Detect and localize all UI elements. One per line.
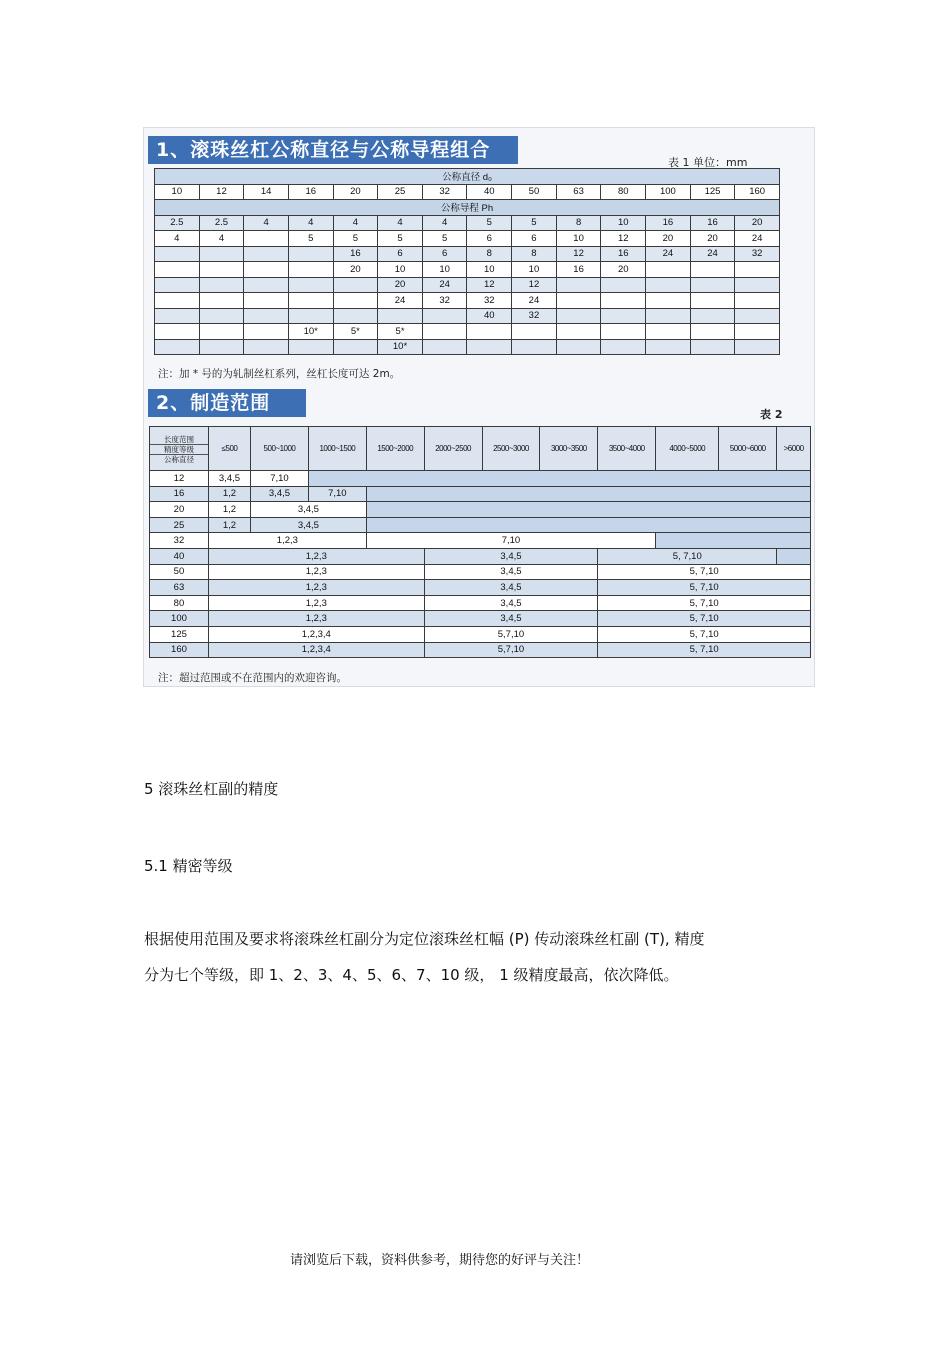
table1-cell: [422, 324, 467, 340]
table2-row: [150, 486, 811, 502]
table1-cell: [690, 339, 735, 355]
table1-note: 注：加 * 号的为轧制丝杠系列，丝杠长度可达 2m。: [158, 368, 401, 380]
table1-cell: [155, 339, 200, 355]
table2-title: 2、制造范围: [148, 389, 306, 417]
table1-row: [155, 293, 780, 309]
table1-cell: [735, 324, 780, 340]
table1-cell: 24: [646, 246, 691, 262]
table1-cell: 20: [601, 262, 646, 278]
section-heading: 5 滚珠丝杠副的精度: [144, 780, 279, 798]
table1-cell: [288, 262, 333, 278]
table1-cell: 2.5: [155, 215, 200, 231]
table1-diameter-cell: 25: [378, 184, 423, 200]
table2-accuracy-cell: 3,4,5: [424, 595, 598, 611]
table2-diameter-cell: 25: [150, 517, 209, 533]
table2-row: [150, 533, 811, 549]
page-footer: 请浏览后下载，资料供参考，期待您的好评与关注！: [290, 1253, 590, 1268]
table2-length-range: ≤500: [208, 427, 250, 471]
table2-length-range: 5000~6000: [719, 427, 777, 471]
table1-cell: [244, 308, 289, 324]
subsection-heading: 5.1 精密等级: [144, 857, 233, 875]
table1-cell: [333, 308, 378, 324]
table1-cell: [378, 308, 423, 324]
table1-cell: [244, 246, 289, 262]
table1-cell: 6: [467, 231, 512, 247]
table1-cell: [155, 324, 200, 340]
table2-accuracy-cell: 7,10: [251, 471, 309, 487]
table2-accuracy-cell: 3,4,5: [208, 471, 250, 487]
table1-cell: 16: [556, 262, 601, 278]
table2-diameter-cell: 20: [150, 502, 209, 518]
table1-cell: 4: [244, 215, 289, 231]
table1-cell: 10: [556, 231, 601, 247]
paragraph-line-2: 分为七个等级，即 1、2、3、4、5、6、7、10 级， 1 级精度最高，依次降低。: [144, 966, 679, 984]
table2-note: 注：超过范围或不在范围内的欢迎咨询。: [158, 672, 347, 684]
table1-cell: [646, 308, 691, 324]
table1-cell: 16: [646, 215, 691, 231]
table1-diameter-lead: [154, 168, 780, 355]
table1-cell: 24: [378, 293, 423, 309]
table1-cell: 16: [690, 215, 735, 231]
table2-diameter-cell: 32: [150, 533, 209, 549]
table1-cell: [199, 246, 244, 262]
table2-accuracy-cell: 5, 7,10: [598, 564, 811, 580]
table1-cell: [244, 262, 289, 278]
table2-accuracy-cell: 1,2,3,4: [208, 626, 424, 642]
table2-empty-cell: [777, 548, 811, 564]
table2-diameter-cell: 16: [150, 486, 209, 502]
table2-accuracy-cell: 7,10: [308, 486, 366, 502]
table1-cell: [422, 308, 467, 324]
table2-accuracy-cell: 1,2,3: [208, 533, 366, 549]
table2-header-row: [150, 427, 811, 471]
spec-tables-image: [143, 127, 815, 687]
table1-cell: [735, 293, 780, 309]
table1-cell: 20: [646, 231, 691, 247]
table2-corner-label: 长度范围: [150, 435, 208, 445]
table2-empty-cell: [366, 486, 810, 502]
table1-diameter-header: 公称直径 d₀: [155, 169, 780, 185]
table1-cell: 10: [512, 262, 557, 278]
table1-title: 1、滚珠丝杠公称直径与公称导程组合: [148, 136, 518, 164]
table1-lead-header-row: [155, 200, 780, 216]
table1-cell: [467, 324, 512, 340]
table1-cell: 24: [512, 293, 557, 309]
table2-length-range: 1000~1500: [308, 427, 366, 471]
table1-lead-header: 公称导程 Ph: [155, 200, 780, 216]
table1-cell: 4: [199, 231, 244, 247]
table1-cell: [690, 277, 735, 293]
table2-empty-cell: [308, 471, 810, 487]
table1-cell: [556, 277, 601, 293]
table1-cell: [155, 293, 200, 309]
table1-cell: 24: [422, 277, 467, 293]
table1-cell: [199, 339, 244, 355]
table1-cell: [288, 246, 333, 262]
table1-cell: [288, 308, 333, 324]
table1-cell: [601, 293, 646, 309]
table1-cell: [556, 339, 601, 355]
table1-diameter-cell: 63: [556, 184, 601, 200]
table1-cell: [601, 277, 646, 293]
table1-cell: [646, 262, 691, 278]
table1-cell: 10: [467, 262, 512, 278]
table1-row: [155, 215, 780, 231]
table1-cell: 4: [288, 215, 333, 231]
table1-cell: [422, 339, 467, 355]
table1-cell: 6: [378, 246, 423, 262]
table1-cell: [467, 339, 512, 355]
table1-cell: [735, 339, 780, 355]
table1-cell: 40: [467, 308, 512, 324]
table1-cell: 5: [288, 231, 333, 247]
table1-cell: [646, 339, 691, 355]
table2-accuracy-cell: 5, 7,10: [598, 611, 811, 627]
table1-row: [155, 231, 780, 247]
table2-caption: 表 2: [760, 408, 783, 421]
table1-cell: 20: [735, 215, 780, 231]
table1-cell: 24: [735, 231, 780, 247]
table1-cell: [199, 324, 244, 340]
table1-cell: [333, 339, 378, 355]
table2-corner-label: 精度等级: [150, 445, 208, 455]
table1-cell: 20: [333, 262, 378, 278]
table1-cell: [199, 277, 244, 293]
table1-cell: [601, 339, 646, 355]
table2-length-range: 2000~2500: [424, 427, 482, 471]
table1-diameter-cell: 40: [467, 184, 512, 200]
table1-row: [155, 339, 780, 355]
table2-manufacturing-range: [149, 426, 811, 658]
table1-cell: 12: [467, 277, 512, 293]
table2-diameter-cell: 40: [150, 548, 209, 564]
table1-diameter-cell: 160: [735, 184, 780, 200]
table1-cell: [199, 293, 244, 309]
table2-accuracy-cell: 1,2: [208, 517, 250, 533]
table2-empty-cell: [366, 517, 810, 533]
table1-cell: [244, 324, 289, 340]
table1-cell: [288, 277, 333, 293]
table1-row: [155, 262, 780, 278]
table2-accuracy-cell: 3,4,5: [424, 548, 598, 564]
table2-accuracy-cell: 1,2: [208, 486, 250, 502]
table1-cell: 5: [333, 231, 378, 247]
table1-cell: 32: [467, 293, 512, 309]
table2-accuracy-cell: 5, 7,10: [598, 642, 811, 658]
table1-cell: [155, 246, 200, 262]
table2-length-range: 1500~2000: [366, 427, 424, 471]
table2-empty-cell: [366, 502, 810, 518]
table1-caption: 表 1 单位：mm: [668, 156, 748, 169]
table1-cell: [155, 308, 200, 324]
table1-cell: [244, 339, 289, 355]
table2-row: [150, 580, 811, 596]
table2-accuracy-cell: 3,4,5: [424, 611, 598, 627]
table2-row: [150, 626, 811, 642]
table1-cell: 2.5: [199, 215, 244, 231]
table2-empty-cell: [656, 533, 811, 549]
table2-length-range: >6000: [777, 427, 811, 471]
table1-cell: [512, 324, 557, 340]
table2-row: [150, 611, 811, 627]
table1-cell: 5: [422, 231, 467, 247]
table2-accuracy-cell: 5, 7,10: [598, 580, 811, 596]
table1-cell: 20: [378, 277, 423, 293]
table1-cell: 16: [333, 246, 378, 262]
table1-cell: 32: [422, 293, 467, 309]
table2-accuracy-cell: 1,2,3: [208, 564, 424, 580]
table1-cell: [199, 262, 244, 278]
table2-accuracy-cell: 1,2,3: [208, 611, 424, 627]
table1-cell: 32: [735, 246, 780, 262]
table1-cell: [288, 339, 333, 355]
table1-cell: 5*: [378, 324, 423, 340]
table2-diameter-cell: 100: [150, 611, 209, 627]
table1-cell: [690, 293, 735, 309]
table1-diameter-cell: 32: [422, 184, 467, 200]
table1-cell: 10: [601, 215, 646, 231]
table1-cell: [333, 277, 378, 293]
table1-cell: 12: [512, 277, 557, 293]
table2-accuracy-cell: 3,4,5: [251, 486, 309, 502]
table1-cell: [244, 293, 289, 309]
table1-cell: 32: [512, 308, 557, 324]
table1-cell: 4: [378, 215, 423, 231]
table2-accuracy-cell: 1,2,3,4: [208, 642, 424, 658]
table2-diameter-cell: 12: [150, 471, 209, 487]
table2-accuracy-cell: 1,2,3: [208, 548, 424, 564]
table2-row: [150, 564, 811, 580]
table1-cell: [556, 293, 601, 309]
table1-row: [155, 308, 780, 324]
table2-corner-label: 公称直径: [163, 454, 194, 464]
table1-cell: [601, 308, 646, 324]
table2-accuracy-cell: 1,2,3: [208, 595, 424, 611]
table1-cell: 8: [467, 246, 512, 262]
table1-cell: 4: [155, 231, 200, 247]
table1-diameter-cell: 80: [601, 184, 646, 200]
table1-cell: [155, 262, 200, 278]
table1-cell: [288, 293, 333, 309]
table1-cell: 10: [422, 262, 467, 278]
table1-diameter-cell: 20: [333, 184, 378, 200]
table2-row: [150, 502, 811, 518]
table1-cell: 5: [512, 215, 557, 231]
table1-diameter-cell: 100: [646, 184, 691, 200]
table2-accuracy-cell: 3,4,5: [424, 564, 598, 580]
table1-cell: [155, 277, 200, 293]
paragraph-line-1: 根据使用范围及要求将滚珠丝杠副分为定位滚珠丝杠幅 (P) 传动滚珠丝杠副 (T), 精度: [144, 930, 705, 948]
table1-diameter-cell: 50: [512, 184, 557, 200]
table2-accuracy-cell: 1,2: [208, 502, 250, 518]
table2-diameter-cell: 125: [150, 626, 209, 642]
table2-accuracy-cell: 5, 7,10: [598, 626, 811, 642]
table1-cell: 8: [512, 246, 557, 262]
table1-cell: [735, 262, 780, 278]
table2-diameter-cell: 50: [150, 564, 209, 580]
table2-length-range: 2500~3000: [482, 427, 540, 471]
table2-accuracy-cell: 3,4,5: [251, 517, 367, 533]
table1-cell: [646, 277, 691, 293]
table1-cell: 10*: [288, 324, 333, 340]
table1-row: [155, 277, 780, 293]
table2-accuracy-cell: 3,4,5: [251, 502, 367, 518]
table1-cell: 12: [601, 231, 646, 247]
table1-cell: 6: [512, 231, 557, 247]
table1-cell: [690, 308, 735, 324]
table1-cell: 5: [467, 215, 512, 231]
table2-diameter-cell: 63: [150, 580, 209, 596]
table2-row: [150, 471, 811, 487]
table1-cell: [333, 293, 378, 309]
table1-diameter-cell: 12: [199, 184, 244, 200]
table1-cell: [199, 308, 244, 324]
table1-cell: 10: [378, 262, 423, 278]
table1-cell: 8: [556, 215, 601, 231]
table1-cell: 5*: [333, 324, 378, 340]
table2-row: [150, 642, 811, 658]
table1-cell: 4: [333, 215, 378, 231]
table2-row: [150, 548, 811, 564]
table1-cell: [244, 277, 289, 293]
table2-accuracy-cell: 5, 7,10: [598, 548, 777, 564]
table1-cell: 16: [601, 246, 646, 262]
table2-row: [150, 595, 811, 611]
table2-row: [150, 517, 811, 533]
table1-header-row: [155, 169, 780, 185]
table2-accuracy-cell: 5,7,10: [424, 626, 598, 642]
table1-cell: 5: [378, 231, 423, 247]
table2-length-range: 500~1000: [251, 427, 309, 471]
table1-cell: 24: [690, 246, 735, 262]
table1-diameter-cell: 16: [288, 184, 333, 200]
table2-diameter-cell: 160: [150, 642, 209, 658]
table1-cell: [735, 308, 780, 324]
table1-cell: [690, 262, 735, 278]
table1-cell: 20: [690, 231, 735, 247]
table2-accuracy-cell: 7,10: [366, 533, 655, 549]
table1-diameter-cell: 125: [690, 184, 735, 200]
table1-cell: 12: [556, 246, 601, 262]
table1-cell: [601, 324, 646, 340]
table2-diameter-cell: 80: [150, 595, 209, 611]
table1-cell: [646, 324, 691, 340]
table1-cell: [646, 293, 691, 309]
table2-accuracy-cell: 3,4,5: [424, 580, 598, 596]
table1-diameter-cell: 14: [244, 184, 289, 200]
table1-diameter-cell: 10: [155, 184, 200, 200]
table1-cell: [690, 324, 735, 340]
table1-cell: 10*: [378, 339, 423, 355]
table1-cell: 4: [422, 215, 467, 231]
table1-diameter-row: [155, 184, 780, 200]
table1-cell: [735, 277, 780, 293]
table2-length-range: 3000~3500: [540, 427, 598, 471]
table2-accuracy-cell: 5,7,10: [424, 642, 598, 658]
table2-accuracy-cell: 5, 7,10: [598, 595, 811, 611]
table2-length-range: 4000~5000: [656, 427, 719, 471]
table1-cell: [556, 324, 601, 340]
table2-accuracy-cell: 1,2,3: [208, 580, 424, 596]
table1-cell: [244, 231, 289, 247]
table1-row: [155, 324, 780, 340]
table1-cell: [556, 308, 601, 324]
table1-cell: [512, 339, 557, 355]
table2-length-range: 3500~4000: [598, 427, 656, 471]
table1-row: [155, 246, 780, 262]
table1-cell: 6: [422, 246, 467, 262]
table2-corner-header: [150, 427, 209, 471]
